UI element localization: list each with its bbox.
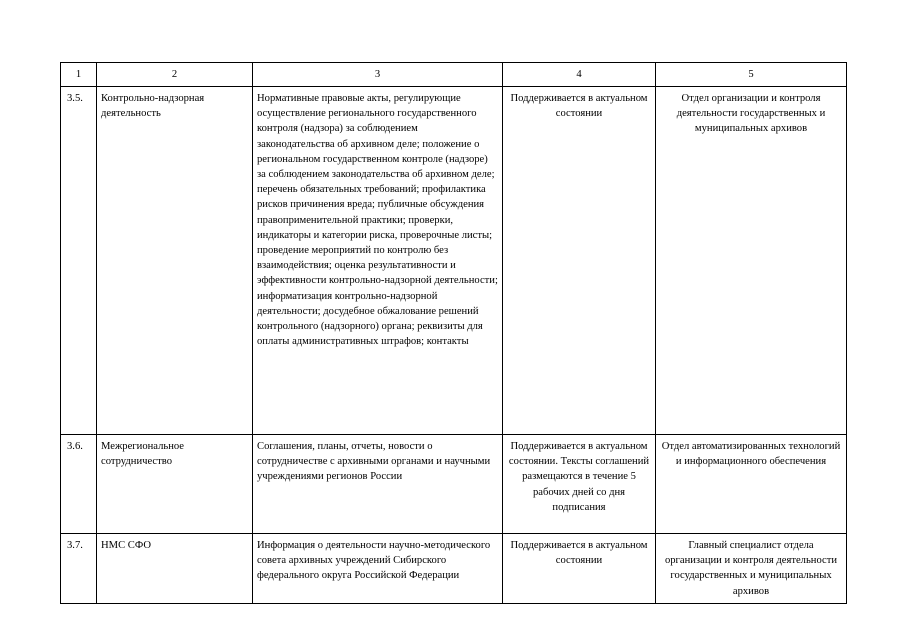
column-number-4: 4: [503, 63, 656, 87]
row-number: 3.6.: [61, 435, 97, 534]
section-content: Информация о деятельности научно-методического совета архивных учреждений Сибирского федерального округа Российской Федерации: [253, 534, 503, 604]
update-status: Поддерживается в актуальном состоянии: [503, 534, 656, 604]
section-content: Соглашения, планы, отчеты, новости о сотрудничестве с архивными органами и научными учреждениями регионов России: [253, 435, 503, 534]
update-status: Поддерживается в актуальном состоянии. Тексты соглашений размещаются в течение 5 рабочих дней со дня подписания: [503, 435, 656, 534]
row-number: 3.5.: [61, 87, 97, 435]
table-row: [61, 435, 847, 534]
row-number: 3.7.: [61, 534, 97, 604]
header-row: [61, 63, 847, 87]
column-number-5: 5: [656, 63, 847, 87]
column-number-1: 1: [61, 63, 97, 87]
responsible-unit: Отдел автоматизированных технологий и информационного обеспечения: [656, 435, 847, 534]
section-name: Контрольно-надзорная деятельность: [97, 87, 253, 435]
responsible-unit: Отдел организации и контроля деятельности государственных и муниципальных архивов: [656, 87, 847, 435]
section-name: НМС СФО: [97, 534, 253, 604]
responsible-unit: Главный специалист отдела организации и контроля деятельности государственных и муниципальных архивов: [656, 534, 847, 604]
update-status: Поддерживается в актуальном состоянии: [503, 87, 656, 435]
column-number-2: 2: [97, 63, 253, 87]
table-row: [61, 534, 847, 604]
document-table: [60, 62, 847, 604]
section-name: Межрегиональное сотрудничество: [97, 435, 253, 534]
table-row: [61, 87, 847, 435]
section-content: Нормативные правовые акты, регулирующие осуществление регионального государственного контроля (надзора) за соблюдением законодательства об архивном деле; положение о региональном государственном контроле (надзоре) за соблюдением законодательства об архивном деле; перечень обязательных требований; профилактика рисков причинения вреда; публичные обсуждения правоприменительной практики; проверки, индикаторы и категории риска, проверочные листы; проведение мероприятий по контролю без взаимодействия; оценка результативности и эффективности контрольно-надзорной деятельности; информатизация контрольно-надзорной деятельности; досудебное обжалование решений контрольного (надзорного) органа; реквизиты для оплаты административных штрафов; контакты: [253, 87, 503, 435]
column-number-3: 3: [253, 63, 503, 87]
